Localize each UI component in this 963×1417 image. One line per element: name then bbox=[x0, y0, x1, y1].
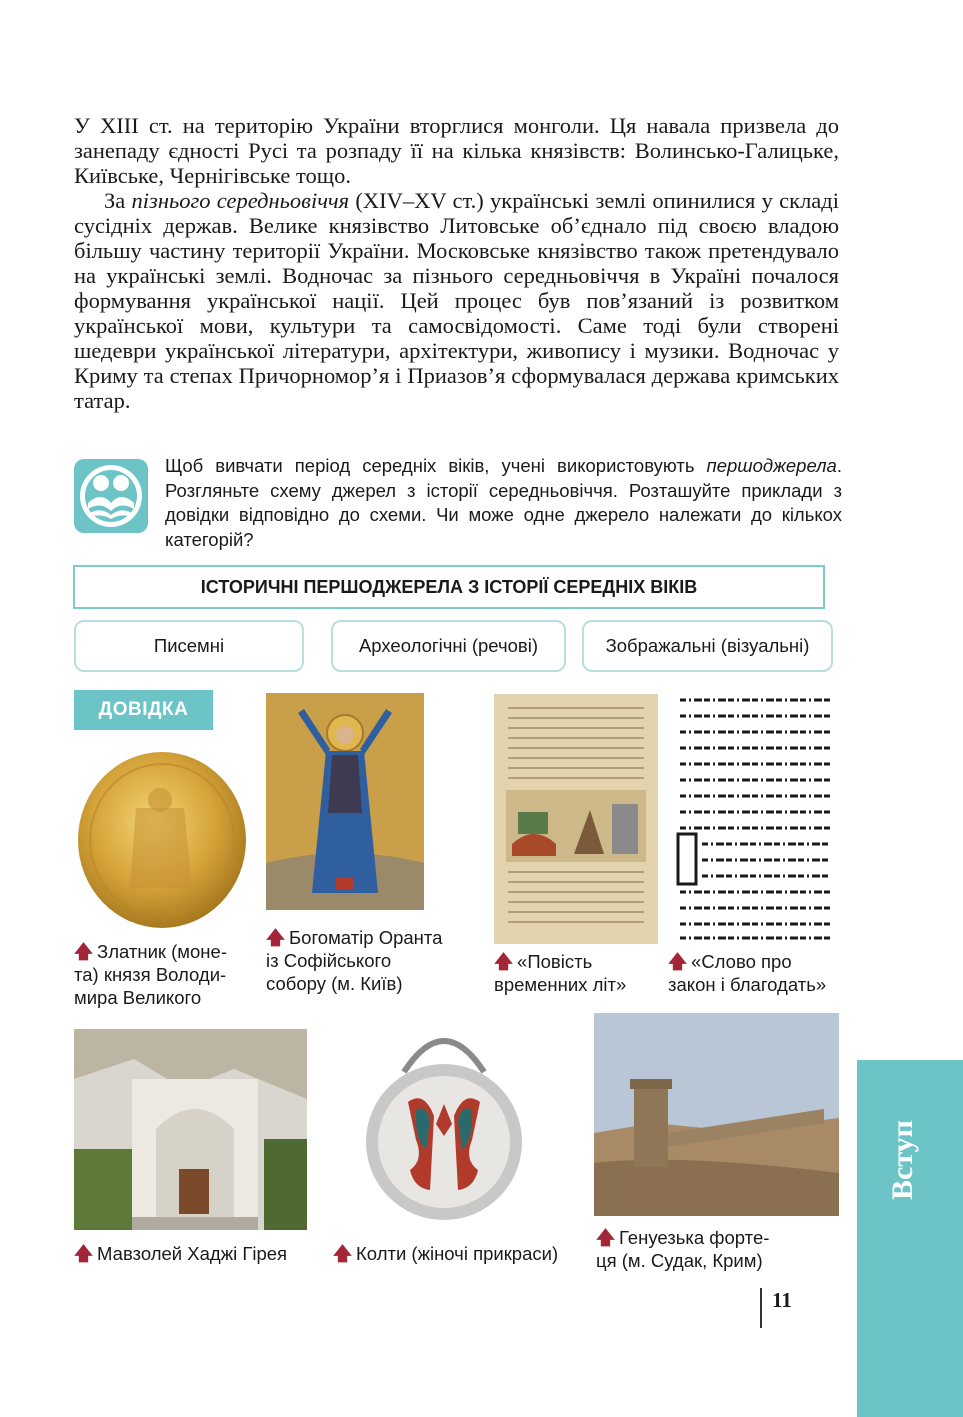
caption-line: ця (м. Судак, Крим) bbox=[596, 1250, 763, 1271]
oranta-mosaic-image bbox=[266, 693, 424, 910]
category-visual: Зображальні (візуальні) bbox=[582, 620, 833, 672]
caption-line: временних літ» bbox=[494, 974, 627, 995]
caption-line: закон і благодать» bbox=[668, 974, 827, 995]
caption-line: Мавзолей Хаджі Гірея bbox=[97, 1243, 288, 1264]
paragraph-2 bbox=[74, 188, 839, 413]
scheme-title: ІСТОРИЧНІ ПЕРШОДЖЕРЕЛА З ІСТОРІЇ СЕРЕДНІХ ВІКІВ bbox=[73, 565, 825, 609]
povist-manuscript-image bbox=[494, 694, 658, 944]
task-text bbox=[165, 454, 842, 552]
caption-fortress bbox=[596, 1226, 836, 1272]
caption-line: собору (м. Київ) bbox=[266, 973, 403, 994]
task-text-rest: . Розгляньте схему джерел з історії середньовіччя. Розташуйте приклади з довідки відповідно до схеми. Чи може одне джерело належати до кількох категорій? bbox=[165, 455, 842, 550]
caption-zlatnyk bbox=[74, 940, 254, 1009]
caption-line: Генуезька форте- bbox=[619, 1227, 770, 1248]
caption-line: Златник (моне- bbox=[97, 941, 227, 962]
main-text bbox=[74, 113, 839, 413]
zlatnyk-coin-image bbox=[74, 748, 250, 933]
caption-line: із Софійського bbox=[266, 950, 392, 971]
caption-line: Богоматір Оранта bbox=[289, 927, 443, 948]
caption-mausoleum bbox=[74, 1242, 324, 1265]
paragraph-2-rest: (XIV–XV ст.) українські землі опинилися у складі сусідніх держав. Велике князівство Литовське об’єднало під своєю владою більшу частину території України. Московське князівство також претендувало на українські землі. Водночас за пізнього середньовіччя в Україні почалося формування української нації. Цей процес був пов’язаний із розвитком української мови, культури та самосвідомості. Саме тоді були створені шедеври української літератури, архітектури, живопису і музики. Водночас у Криму та степах Причорномор’я і Приазов’я сформувалася держава кримських татар. bbox=[74, 188, 839, 413]
arrow-up-icon: 🡅 bbox=[333, 1243, 353, 1264]
caption-line: «Повість bbox=[517, 951, 593, 972]
paragraph-1: У XIII ст. на територію України вторглися монголи. Ця навала призвела до занепаду єдності Русі та розпаду її на кілька князівств: Волинсько-Галицьке, Київське, Чернігівське тощо. bbox=[74, 113, 839, 188]
arrow-up-icon: 🡅 bbox=[596, 1227, 616, 1248]
caption-povist bbox=[494, 950, 664, 996]
caption-kolty bbox=[333, 1242, 593, 1265]
arrow-up-icon: 🡅 bbox=[74, 1243, 94, 1264]
genoese-fortress-image bbox=[594, 1013, 839, 1216]
term-primary-sources: першоджерела bbox=[706, 455, 837, 476]
task-text-start: Щоб вивчати період середніх віків, учені використовують bbox=[165, 455, 707, 476]
arrow-up-icon: 🡅 bbox=[668, 951, 688, 972]
mausoleum-image bbox=[74, 1029, 307, 1230]
reference-label: ДОВІДКА bbox=[74, 690, 213, 730]
caption-slovo bbox=[668, 950, 848, 996]
caption-line: Колти (жіночі прикраси) bbox=[356, 1243, 559, 1264]
kolty-jewelry-image bbox=[354, 1020, 534, 1230]
slovo-manuscript-image bbox=[672, 690, 836, 944]
arrow-up-icon: 🡅 bbox=[74, 941, 94, 962]
paragraph-2-start: За bbox=[104, 188, 132, 213]
arrow-up-icon: 🡅 bbox=[494, 951, 514, 972]
page-number: 11 bbox=[772, 1288, 792, 1312]
caption-line: «Слово про bbox=[691, 951, 792, 972]
category-archaeological: Археологічні (речові) bbox=[331, 620, 566, 672]
page-number-divider bbox=[760, 1288, 762, 1328]
caption-oranta bbox=[266, 926, 466, 995]
caption-line: мира Великого bbox=[74, 987, 202, 1008]
task-group-icon bbox=[74, 459, 148, 533]
section-side-tab bbox=[857, 1060, 963, 1417]
section-side-tab-label: Вступ bbox=[886, 1120, 919, 1200]
term-late-middle-ages: пізнього середньовіччя bbox=[131, 188, 350, 213]
caption-line: та) князя Володи- bbox=[74, 964, 227, 985]
arrow-up-icon: 🡅 bbox=[266, 927, 286, 948]
category-written: Писемні bbox=[74, 620, 304, 672]
